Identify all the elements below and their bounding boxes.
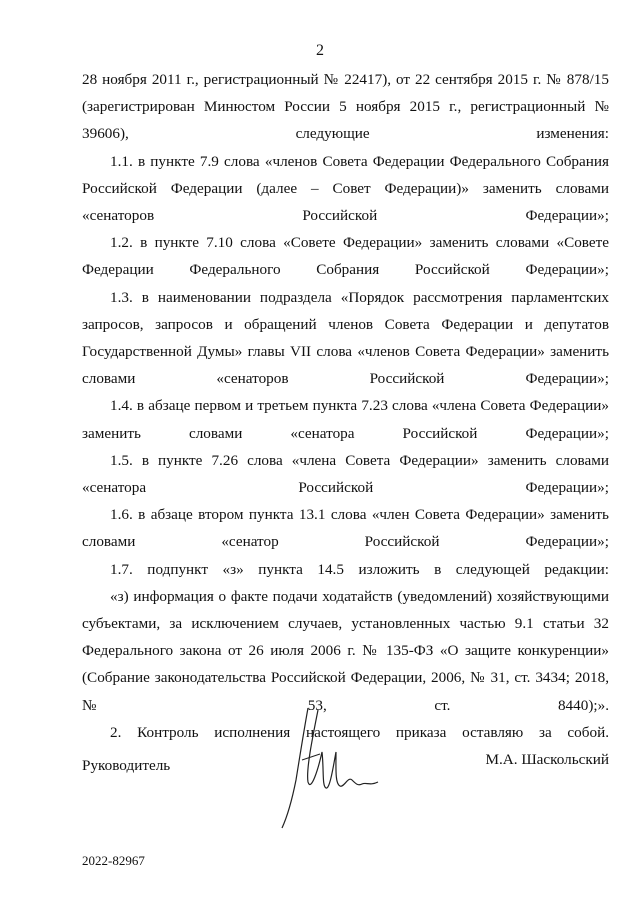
paragraph-item-1-5: 1.5. в пункте 7.26 слова «члена Совета Федерации» заменить словами «сенатора Российской Федерации»; bbox=[82, 451, 609, 497]
paragraph-item-2: 2. Контроль исполнения настоящего приказа оставляю за собой. bbox=[110, 723, 609, 741]
paragraph-item-1-2: 1.2. в пункте 7.10 слова «Совете Федерации» заменить словами «Совете Федерации Федерального Собрания Российской Федерации»; bbox=[82, 234, 609, 279]
paragraph-continuation: 28 ноября 2011 г., регистрационный № 22417), от 22 сентября 2015 г. № 878/15 (зарегистрирован Минюстом России 5 ноября 2015 г., регистрационный № 39606), следующие изменения: bbox=[82, 71, 609, 143]
signatory-title: Руководитель bbox=[82, 757, 171, 774]
paragraph-item-1-1: 1.1. в пункте 7.9 слова «членов Совета Федерации Федерального Собрания Российской Федерации (далее – Совет Федерации)» заменить словами «сенаторов Российской Федерации»; bbox=[82, 152, 609, 225]
paragraph-item-1-3: 1.3. в наименовании подраздела «Порядок рассмотрения парламентских запросов, запросов и обращений членов Совета Федерации и депутатов Государственной Думы» главы VII слова «членов Совета Федерации» заменить словами «сенаторов Российской Федерации»; bbox=[82, 288, 609, 388]
signatory-name: М.А. Шаскольский bbox=[485, 751, 609, 768]
paragraph-item-1-7: 1.7. подпункт «з» пункта 14.5 изложить в следующей редакции: bbox=[110, 560, 609, 578]
paragraph-item-1-6: 1.6. в абзаце втором пункта 13.1 слова «член Совета Федерации» заменить словами «сенатор Российской Федерации»; bbox=[82, 506, 609, 551]
paragraph-item-1-4: 1.4. в абзаце первом и третьем пункта 7.23 слова «члена Совета Федерации» заменить словами «сенатора Российской Федерации»; bbox=[82, 397, 609, 442]
handwritten-signature bbox=[278, 700, 388, 830]
page-number: 2 bbox=[316, 42, 324, 59]
document-registration-number: 2022-82967 bbox=[82, 853, 145, 868]
document-body bbox=[82, 66, 609, 746]
paragraph-subitem-z: «з) информация о факте подачи ходатайств (уведомлений) хозяйствующими субъектами, за исключением случаев, установленных частью 9.1 статьи 32 Федерального закона от 26 июля 2006 г. № 135-ФЗ «О защите конкуренции» (Собрание законодательства Российской Федерации, 2006, № 31, ст. 3434; 2018, № 53, ст. 8440);». bbox=[82, 587, 609, 714]
